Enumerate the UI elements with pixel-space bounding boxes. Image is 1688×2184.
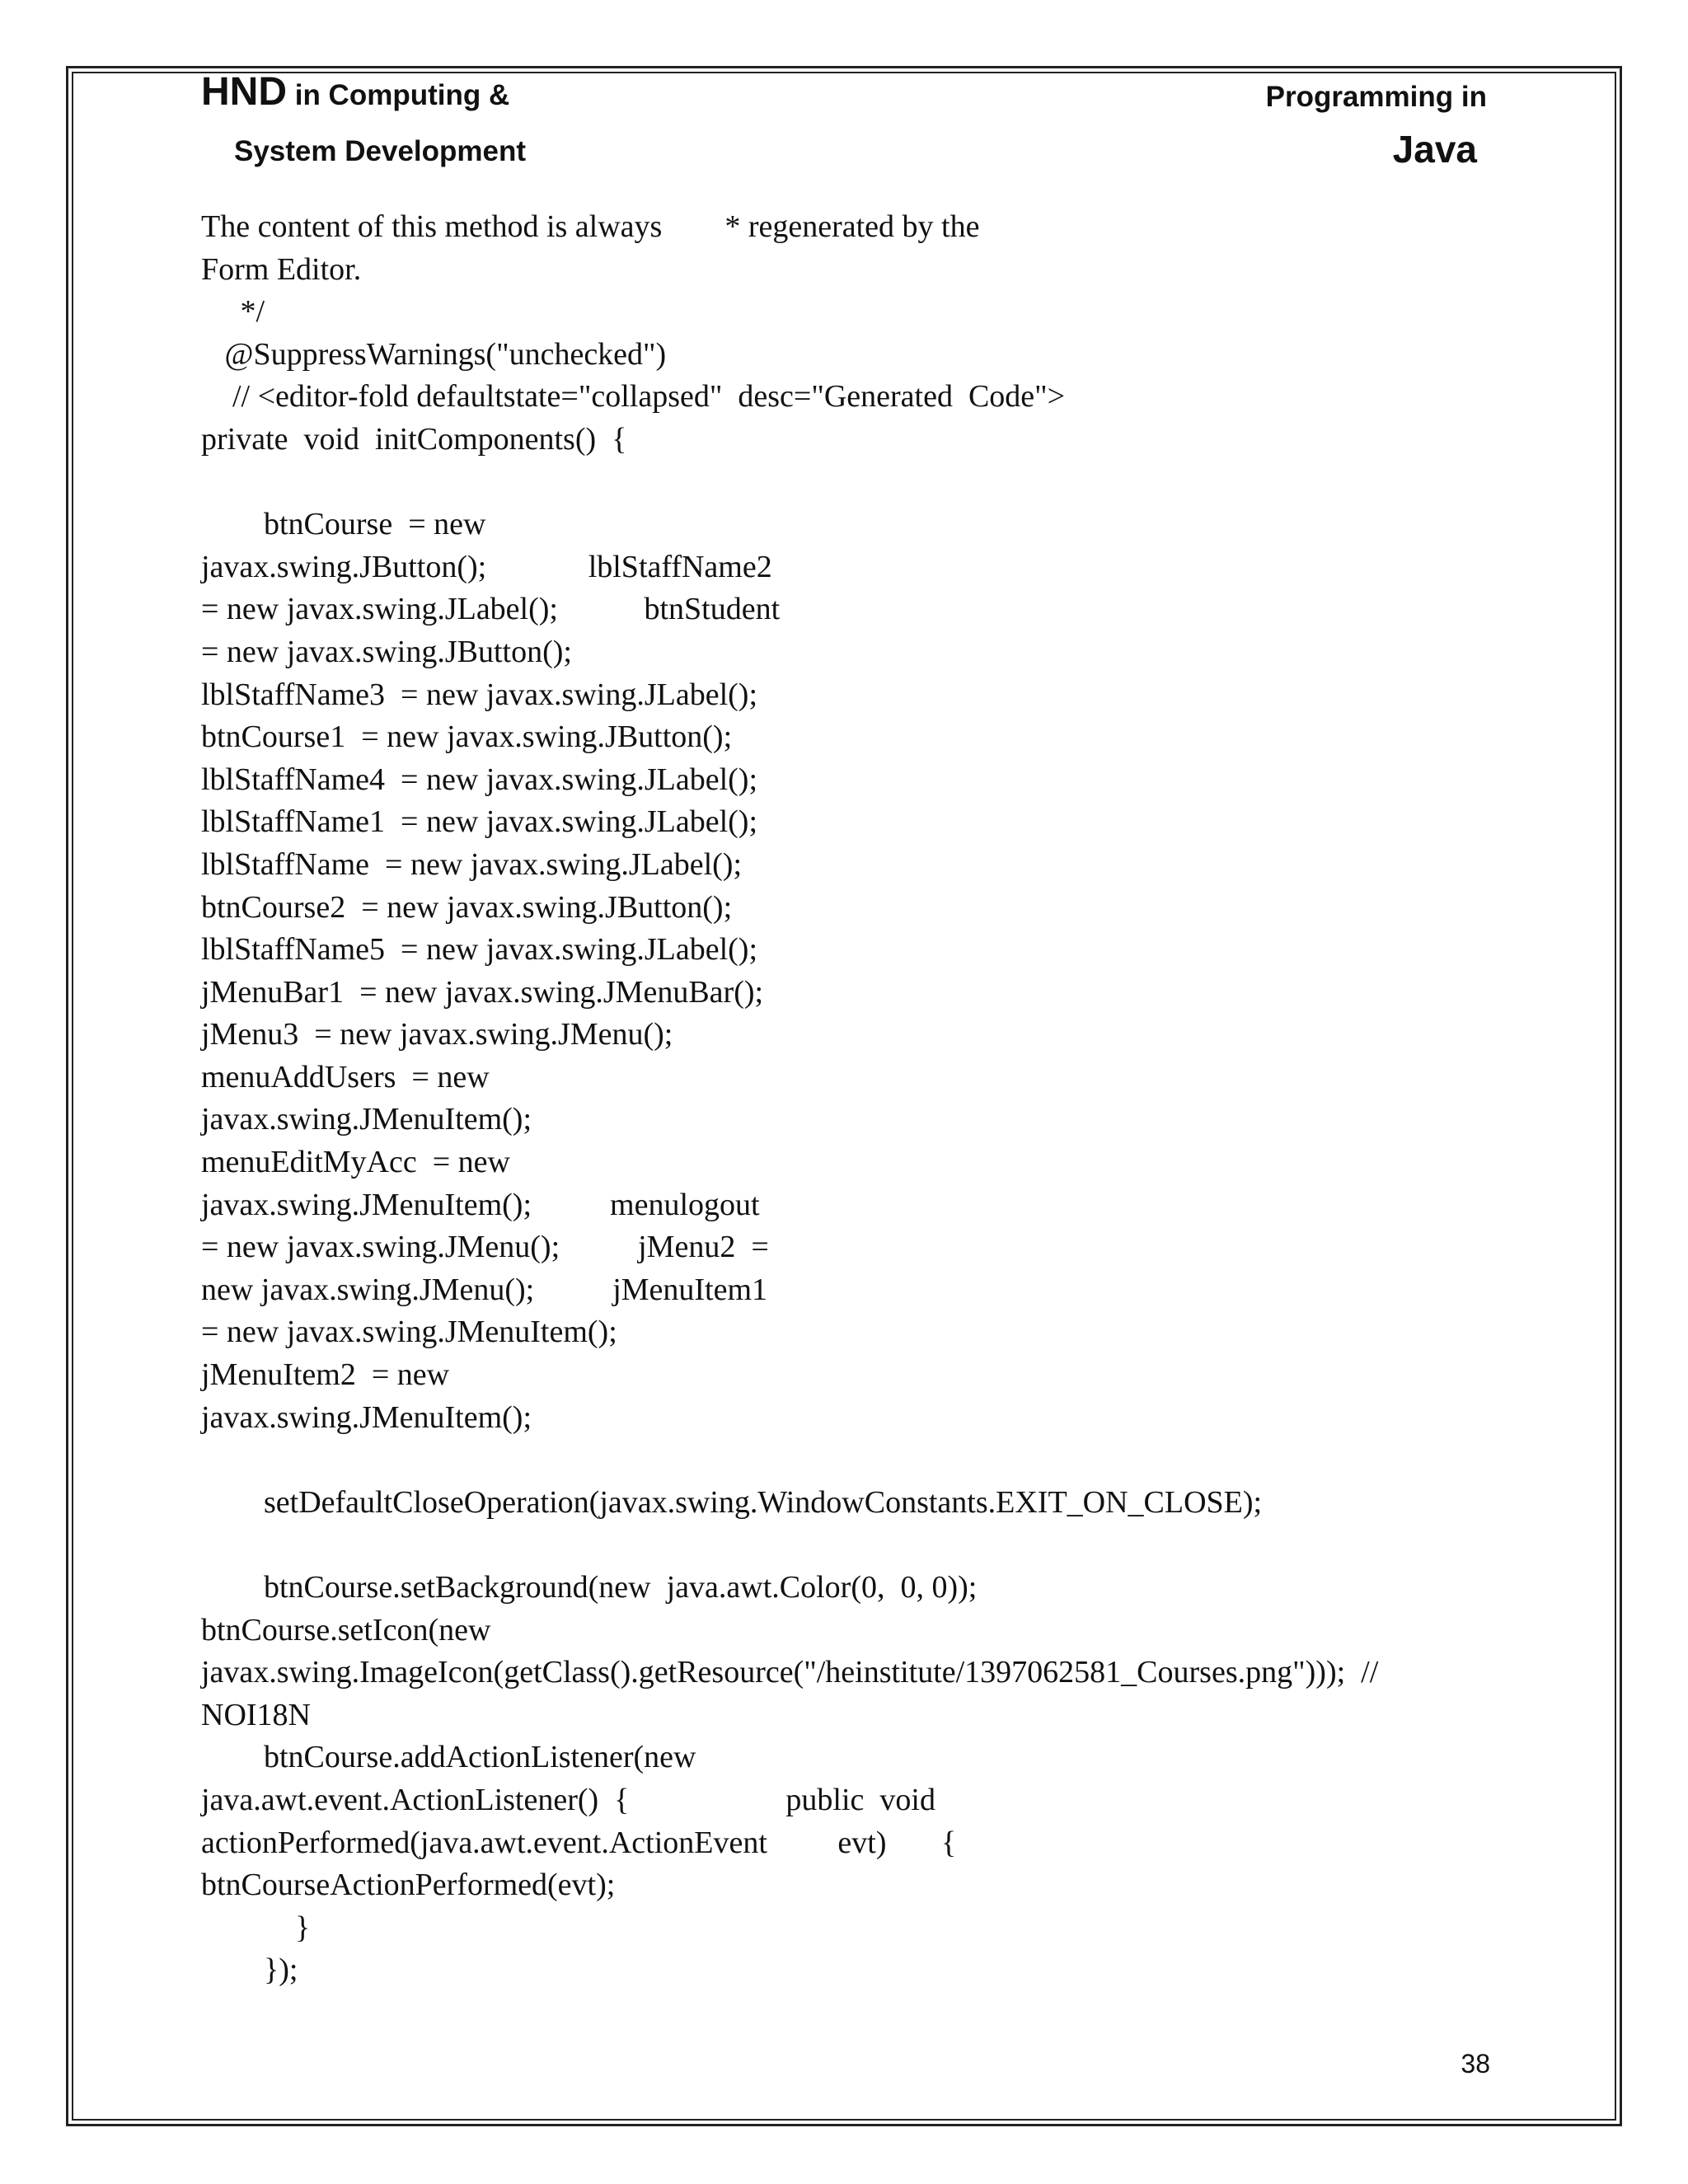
code-line: actionPerformed(java.awt.event.ActionEvent evt) { [201,1825,957,1860]
code-line: btnCourse1 = new javax.swing.JButton(); [201,719,733,755]
code-listing [201,206,1470,1992]
code-line: lblStaffName3 = new javax.swing.JLabel(); [201,677,758,712]
code-line: java.awt.event.ActionListener() { public void [201,1782,935,1817]
code-line: menuAddUsers = new [201,1059,490,1094]
code-line: jMenuItem2 = new [201,1357,450,1393]
code-line: }); [201,1952,298,1988]
code-line: btnCourse.setIcon(new [201,1612,491,1647]
header-course-title [201,69,509,115]
code-line: menuEditMyAcc = new [201,1145,510,1180]
code-line: setDefaultCloseOperation(javax.swing.WindowConstants.EXIT_ON_CLOSE); [201,1484,1263,1520]
code-line: = new javax.swing.JLabel(); btnStudent [201,592,781,627]
code-line: javax.swing.ImageIcon(getClass().getResource("/heinstitute/1397062581_Courses.png"))); // [201,1655,1379,1690]
code-line: private void initComponents() { [201,421,627,457]
code-line [201,1439,1470,1482]
code-line: lblStaffName = new javax.swing.JLabel(); [201,846,743,882]
code-line: @SuppressWarnings("unchecked") [201,336,667,372]
code-line: lblStaffName5 = new javax.swing.JLabel(); [201,932,758,968]
code-line: btnCourseActionPerformed(evt); [201,1868,616,1903]
header-subject-line1: Programming in [1265,81,1487,113]
header-computing-label: in Computing & [287,79,510,111]
code-line: The content of this method is always * regenerated by the [201,209,980,244]
code-line: jMenu3 = new javax.swing.JMenu(); [201,1017,673,1052]
header-subject-line2: Java [1392,128,1477,171]
code-line: javax.swing.JMenuItem(); [201,1102,532,1137]
code-line: javax.swing.JMenuItem(); menulogout [201,1187,760,1222]
code-line: lblStaffName4 = new javax.swing.JLabel(); [201,762,758,797]
code-line: Form Editor. [201,251,362,287]
code-line: new javax.swing.JMenu(); jMenuItem1 [201,1272,768,1307]
code-line: // <editor-fold defaultstate="collapsed" desc="Generated Code"> [201,379,1066,415]
code-line [201,1524,1470,1567]
header-system-development: System Development [234,135,527,167]
code-line: jMenuBar1 = new javax.swing.JMenuBar(); [201,974,764,1010]
code-line: */ [201,294,265,330]
code-line: = new javax.swing.JButton(); [201,634,572,669]
code-line: lblStaffName1 = new javax.swing.JLabel(); [201,804,758,840]
page-number: 38 [1461,2049,1490,2079]
code-line: } [201,1910,311,1945]
code-line: NOI18N [201,1697,311,1732]
code-line: btnCourse.setBackground(new java.awt.Color(0, 0, 0)); [201,1570,978,1605]
code-line [201,462,1470,504]
code-line: btnCourse2 = new javax.swing.JButton(); [201,889,733,925]
code-line: btnCourse.addActionListener(new [201,1740,696,1775]
header-hnd-label: HND [201,70,287,114]
code-line: = new javax.swing.JMenu(); jMenu2 = [201,1230,769,1265]
code-line: btnCourse = new [201,507,486,542]
code-line: = new javax.swing.JMenuItem(); [201,1315,617,1350]
code-line: javax.swing.JButton(); lblStaffName2 [201,549,772,584]
code-line: javax.swing.JMenuItem(); [201,1399,532,1435]
